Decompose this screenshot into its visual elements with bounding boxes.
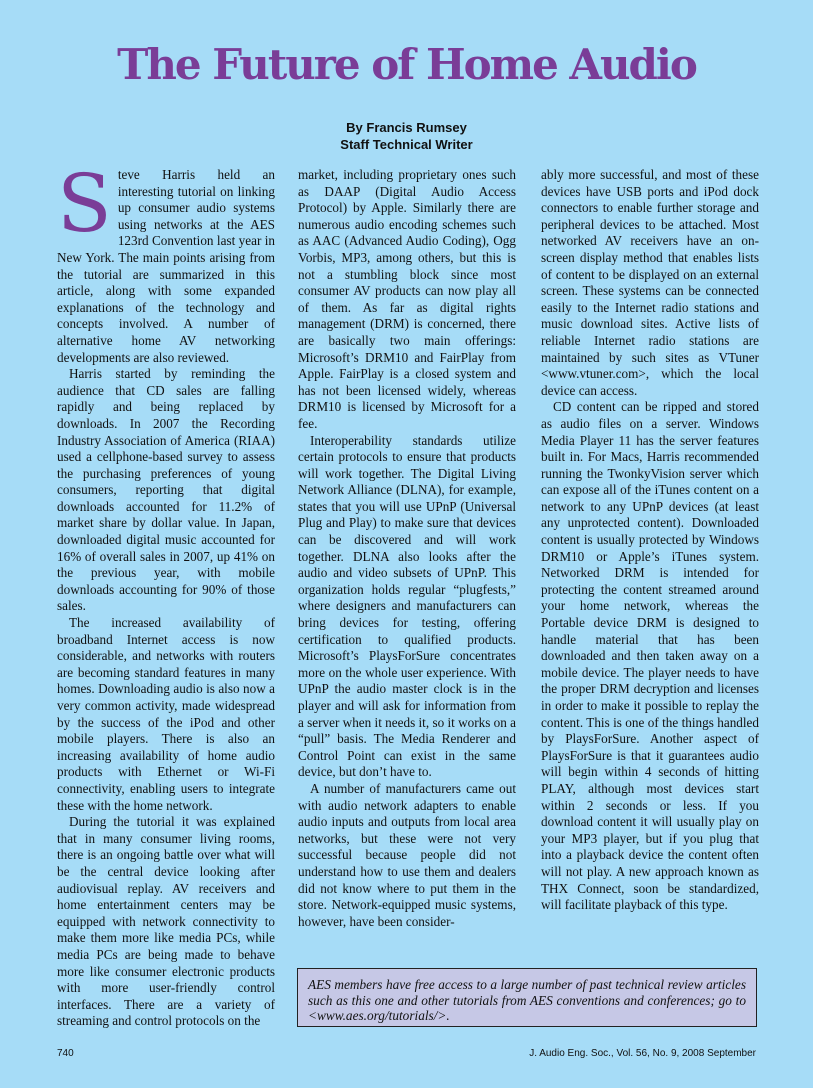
paragraph: Harris started by reminding the audience that CD sales are falling rapidly and being replaced by downloads. In 2007 the Recording Industry Association of America (RIAA) used a cellphone-based survey to assess the purchasing preferences of young consumers, reporting that digital downloads accounted for 11.2% of market share by dollar value. In Japan, downloaded digital music accounted for 16% of overall sales in 2007, up 41% on the previous year, with mobile downloads accounting for 90% of those sales.	[57, 366, 275, 614]
paragraph: During the tutorial it was explained that in many consumer living rooms, there is an ongoing battle over what will be the central device looking after audiovisual replay. AV receivers and home entertainment centers may be equipped with network connectivity to make them more like media PCs, while media PCs are being made to behave more like consumer electronic products with more user-friendly control interfaces. There are a variety of streaming and control protocols on the	[57, 814, 275, 1029]
drop-cap: S	[57, 157, 112, 250]
article-title: The Future of Home Audio	[117, 40, 696, 89]
paragraph: CD content can be ripped and stored as audio files on a server. Windows Media Player 11 has the server features built in. For Macs, Harris recommended running the TwonkyVision server which can expose all of the iTunes content on a network to any UPnP devices (at least any unprotected content). Downloaded content is usually protected by Windows DRM10 or Apple’s iTunes system. Networked DRM is intended for protecting the content streamed around your home network, whereas the Portable device DRM is designed to handle material that has been downloaded and then taken away on a mobile device. The player needs to have the proper DRM decryption and licenses in order to make it possible to replay the content. This is one of the things handled by PlaysForSure. Another aspect of PlaysForSure is that it guarantees audio will begin within 4 seconds of hitting PLAY, although most devices start within 2 seconds or less. If you download content it will usually play on your MP3 player, but if you plug that into a playback device the content often will not play. A new approach known as THX Connect, soon be standardized, will facilitate playback of this type.	[541, 399, 759, 913]
byline	[0, 119, 813, 153]
tutorials-note-box: AES members have free access to a large number of past technical review articles such as this one and other tutorials from AES conventions and conferences; go to <www.aes.org/tutorials/>.	[297, 968, 757, 1027]
column-1	[57, 157, 275, 1030]
paragraph: ably more successful, and most of these devices have USB ports and iPod dock connectors to enable further storage and peripheral devices to be attached. Most networked AV receivers have an on-screen display method that enables lists of content to be displayed on an external screen. These systems can be connected easily to the Internet radio stations and music download sites. Active lists of reliable Internet radio stations are maintained by such sites as VTuner <www.vtuner.com>, which the local device can access.	[541, 167, 759, 398]
author-name: By Francis Rumsey	[346, 120, 467, 135]
author-role: Staff Technical Writer	[340, 137, 473, 152]
journal-citation: J. Audio Eng. Soc., Vol. 56, No. 9, 2008 September	[529, 1048, 756, 1059]
column-2	[298, 167, 516, 930]
paragraph: A number of manufacturers came out with audio network adapters to enable audio inputs and outputs from local area networks, but these were not very successful because people did not understand how to use them and dealers did not know where to put them in the store. Network-equipped music systems, however, have been consider-	[298, 780, 516, 929]
paragraph: market, including proprietary ones such as DAAP (Digital Audio Access Protocol) by Apple. Similarly there are numerous audio encoding schemes such as AAC (Advanced Audio Coding), Ogg Vorbis, MP3, among others, but this is not a stumbling block since most consumer AV products can now play all of them. As far as digital rights management (DRM) is concerned, there are basically two main offerings: Microsoft’s DRM10 and FairPlay from Apple. FairPlay is a closed system and has not been licensed widely, whereas DRM10 is licensed by Microsoft for a fee.	[298, 167, 516, 431]
paragraph: The increased availability of broadband Internet access is now considerable, and networks with routers are becoming standard features in many homes. Downloading audio is also now a very common activity, made widespread by the success of the iPod and other mobile players. There is also an increasing availability of home audio products with Ethernet or Wi-Fi connectivity, enabling users to integrate these with the home network.	[57, 615, 275, 813]
paragraph: Interoperability standards utilize certain protocols to ensure that products will work together. The Digital Living Network Alliance (DLNA), for example, states that you will use UPnP (Universal Plug and Play) to make sure that devices can be discovered and will work together. DLNA also looks after the audio and video subsets of UPnP. This organization holds regular “plugfests,” where designers and manufacturers can bring devices for testing, offering certification to qualified products. Microsoft’s PlaysForSure concentrates more on the whole user experience. With UPnP the audio master clock is in the player and will ask for information from a server when it needs it, so it works on a “pull” basis. The Media Renderer and Control Point can exist in the same device, but don’t have to.	[298, 432, 516, 780]
column-3	[541, 167, 759, 914]
page-number: 740	[57, 1048, 74, 1059]
paragraph: Steve Harris held an interesting tutorial on linking up consumer audio systems using networks at the AES 123rd Convention last year in New York. The main points arising from the tutorial are summarized in this article, along with some expanded explanations of the technology and concepts involved. A number of alternative home AV networking developments are also reviewed.	[57, 157, 275, 365]
